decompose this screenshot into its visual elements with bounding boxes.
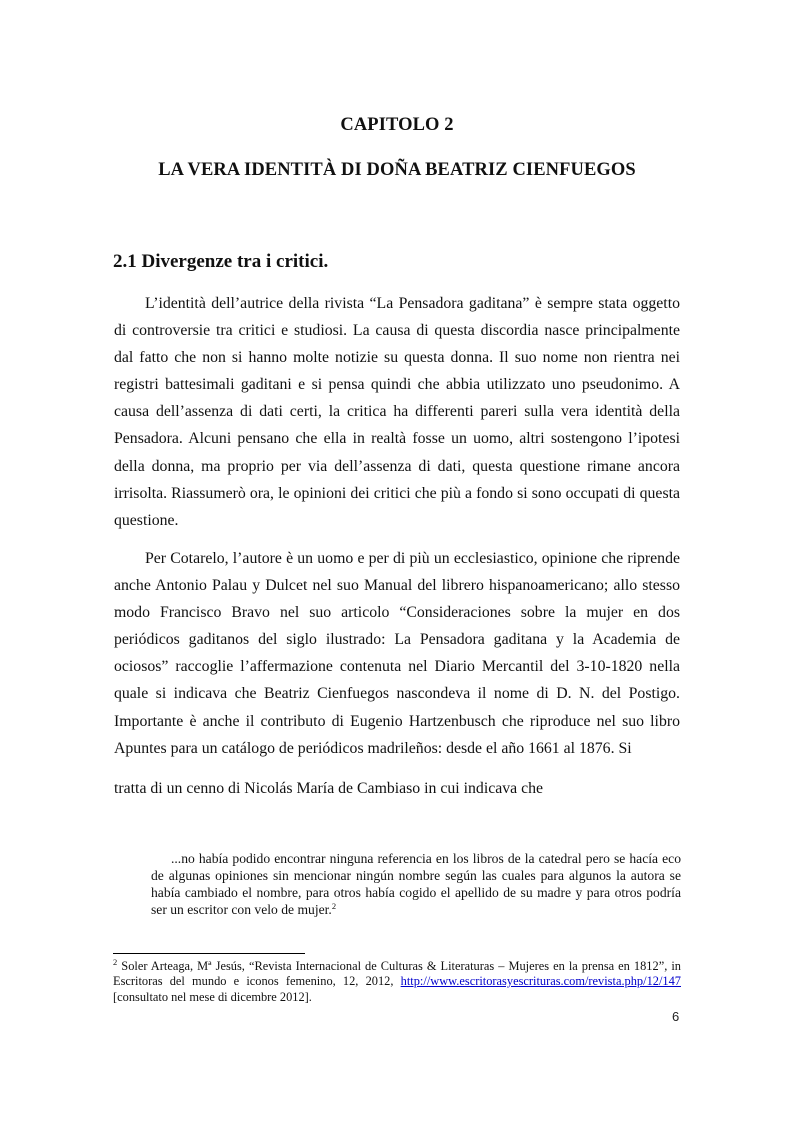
footnote-consulted-note: [consultato nel mese di dicembre 2012]. xyxy=(113,989,312,1004)
footnote-link[interactable]: http://www.escritorasyescrituras.com/revista.php/12/147 xyxy=(400,974,681,989)
quote-text: ...no había podido encontrar ninguna referencia en los libros de la catedral pero se hacía eco de algunas opiniones sin mencionar ningún nombre según las cuales para algunos la autora se había cambiado el nombre, para otros había cogido el apellido de su madre y para otros podría ser un escritor con velo de mujer. xyxy=(151,851,681,917)
section-heading: 2.1 Divergenze tra i critici. xyxy=(113,251,329,272)
body-paragraph-2: Per Cotarelo, l’autore è un uomo e per di più un ecclesiastico, opinione che riprende anche Antonio Palau y Dulcet nel suo Manual del librero hispanoamericano; allo stesso modo Francisco Bravo nel suo articolo “Consideraciones sobre la mujer en dos periódicos gaditanos del siglo ilustrado: La Pensadora gaditana y la Academia de ociosos” raccoglie l’affermazione contenuta nel Diario Mercantil del 3-10-1820 nella quale si indicava che Beatriz Cienfuegos nascondeva il nome di D. N. del Postigo. Importante è anche il contributo di Eugenio Hartzenbusch che riproduce nel suo libro Apuntes para un catálogo de periódicos madrileños: desde el año 1661 al 1876. Si xyxy=(114,550,680,757)
block-quote xyxy=(151,850,681,918)
body-paragraph-1: L’identità dell’autrice della rivista “La Pensadora gaditana” è sempre stata oggetto di controversie tra critici e studiosi. La causa di questa discordia nasce principalmente dal fatto che non si hanno molte notizie su questa donna. Il suo nome non rientra nei registri battesimali gaditani e si pensa quindi che abbia utilizzato uno pseudonimo. A causa dell’assenza di dati certi, la critica ha differenti pareri sulla vera identità della Pensadora. Alcuni pensano che ella in realtà fosse un uomo, altri sostengono l’ipotesi della donna, ma proprio per via dell’assenza di dati, questa questione rimane ancora irrisolta. Riassumerò ora, le opinioni dei critici che più a fondo si sono occupati di questa questione. xyxy=(114,295,680,529)
chapter-label: CAPITOLO 2 xyxy=(340,115,454,135)
page-number: 6 xyxy=(672,1009,680,1024)
footnote xyxy=(113,959,681,1005)
footnote-reference[interactable]: 2 xyxy=(331,901,337,911)
chapter-title: LA VERA IDENTITÀ DI DOÑA BEATRIZ CIENFUEGOS xyxy=(158,160,636,180)
body-paragraph-2-last-line: tratta di un cenno di Nicolás María de Cambiaso in cui indicava che xyxy=(114,780,544,797)
footnote-separator xyxy=(113,953,305,954)
footnote-number: 2 xyxy=(113,957,118,967)
footnote-text: Soler Arteaga, Mª Jesús, “Revista Internacional de Culturas & Literaturas – Mujeres en la prensa en 1812”, in Escritoras del mundo e iconos femenino, 12, 2012, xyxy=(113,959,681,989)
